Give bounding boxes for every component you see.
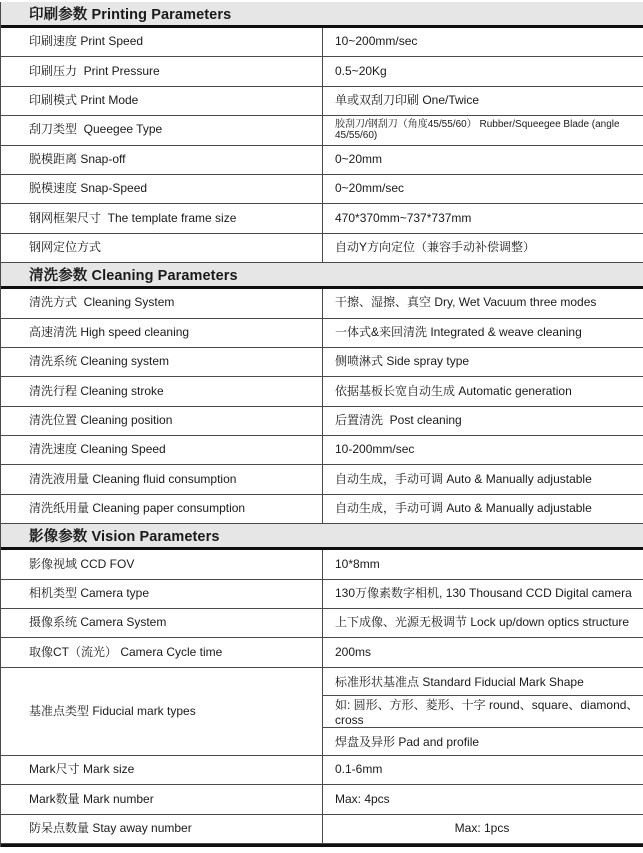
spec-row-cleaning-system bbox=[1, 348, 643, 377]
spec-row-cleaning-fluid bbox=[1, 465, 643, 494]
spec-row-stencil-positioning bbox=[1, 234, 643, 263]
spec-row-frame-size bbox=[1, 204, 643, 233]
spec-value: 标准形状基准点 Standard Fiducial Mark Shape bbox=[323, 668, 643, 696]
spec-row-cleaning-system-mode bbox=[1, 289, 643, 318]
spec-label: 印刷压力 Print Pressure bbox=[29, 63, 160, 78]
spec-label: 清洗系统 Cleaning system bbox=[29, 354, 170, 369]
spec-row-cleaning-stroke bbox=[1, 377, 643, 406]
spec-row-high-speed-cleaning bbox=[1, 319, 643, 348]
spec-value: 470*370mm~737*737mm bbox=[322, 204, 643, 232]
spec-label: 清洗位置 Cleaning position bbox=[29, 412, 173, 427]
spec-value: 自动生成，手动可调 Auto & Manually adjustable bbox=[322, 495, 643, 523]
spec-value: 如: 圆形、方形、菱形、十字 round、square、diamond、cross bbox=[323, 696, 643, 728]
spec-label: Mark数量 Mark number bbox=[29, 791, 154, 806]
spec-value: 10~200mm/sec bbox=[322, 28, 643, 56]
spec-value: 10-200mm/sec bbox=[322, 436, 643, 464]
spec-label: 清洗方式 Cleaning System bbox=[29, 295, 175, 310]
spec-label: 脱模速度 Snap-Speed bbox=[29, 181, 148, 196]
spec-label: 摄像系统 Camera System bbox=[29, 615, 167, 630]
spec-label: 清洗速度 Cleaning Speed bbox=[29, 442, 166, 457]
spec-row-cleaning-position bbox=[1, 407, 643, 436]
spec-value: 上下成像、光源无极调节 Lock up/down optics structure bbox=[322, 609, 643, 637]
spec-value: 单或双刮刀印刷 One/Twice bbox=[322, 87, 643, 115]
spec-value: 焊盘及异形 Pad and profile bbox=[335, 734, 480, 749]
spec-value: Max: 4pcs bbox=[322, 785, 643, 813]
spec-value: 后置清洗 Post cleaning bbox=[322, 407, 643, 435]
spec-label: 取像CT（流光） Camera Cycle time bbox=[29, 644, 223, 659]
spec-value: 干擦、湿擦、真空 Dry, Wet Vacuum three modes bbox=[322, 289, 643, 317]
spec-value: 自动Y方向定位（兼容手动补偿调整） bbox=[322, 234, 643, 262]
section-header-cleaning bbox=[1, 263, 643, 289]
spec-label: Mark尺寸 Mark size bbox=[29, 762, 135, 777]
spec-row-fiducial-mark-types bbox=[1, 668, 643, 756]
spec-value: 0~20mm bbox=[322, 146, 643, 174]
spec-row-snap-speed bbox=[1, 175, 643, 204]
spec-row-print-pressure bbox=[1, 57, 643, 86]
spec-value: 130万像素数字相机, 130 Thousand CCD Digital camera bbox=[322, 580, 643, 608]
spec-label: 钢网定位方式 bbox=[29, 240, 102, 255]
spec-row-mark-size bbox=[1, 756, 643, 785]
spec-label: 刮刀类型 Queegee Type bbox=[29, 122, 163, 137]
spec-value: 200ms bbox=[322, 638, 643, 666]
spec-value: 0~20mm/sec bbox=[322, 175, 643, 203]
section-header-printing bbox=[1, 2, 643, 28]
spec-label: 印刷模式 Print Mode bbox=[29, 93, 139, 108]
spec-label: 防呆点数量 Stay away number bbox=[29, 821, 192, 836]
spec-row-cleaning-speed bbox=[1, 436, 643, 465]
spec-value: 10*8mm bbox=[322, 550, 643, 578]
spec-sheet bbox=[0, 2, 643, 847]
spec-label: 影像视域 CCD FOV bbox=[29, 556, 135, 571]
spec-label: 印刷速度 Print Speed bbox=[29, 34, 144, 49]
spec-value: 一体式&来回清洗 Integrated & weave cleaning bbox=[322, 319, 643, 347]
spec-label: 清洗液用量 Cleaning fluid consumption bbox=[29, 471, 237, 486]
spec-value: 依据基板长宽自动生成 Automatic generation bbox=[322, 377, 643, 405]
spec-row-print-speed bbox=[1, 28, 643, 57]
spec-value: 0.5~20Kg bbox=[322, 57, 643, 85]
spec-label: 钢网框架尺寸 The template frame size bbox=[29, 210, 237, 225]
spec-label: 清洗行程 Cleaning stroke bbox=[29, 383, 164, 398]
spec-row-snap-off bbox=[1, 146, 643, 175]
table-bottom-border bbox=[1, 844, 643, 847]
spec-row-mark-number bbox=[1, 785, 643, 814]
fiducial-mark-values bbox=[322, 668, 643, 755]
section-title: 影像参数 Vision Parameters bbox=[29, 529, 220, 546]
spec-value: 自动生成，手动可调 Auto & Manually adjustable bbox=[322, 465, 643, 493]
spec-row-camera-cycle-time bbox=[1, 638, 643, 667]
spec-row-cleaning-paper bbox=[1, 495, 643, 524]
spec-row-squeegee-type bbox=[1, 116, 643, 145]
spec-value: Max: 1pcs bbox=[322, 815, 643, 843]
section-title: 清洗参数 Cleaning Parameters bbox=[29, 268, 238, 285]
spec-row-camera-type bbox=[1, 580, 643, 609]
spec-value: 0.1-6mm bbox=[322, 756, 643, 784]
spec-value: 侧喷淋式 Side spray type bbox=[322, 348, 643, 376]
section-header-vision bbox=[1, 524, 643, 550]
spec-value: 胶刮刀/钢刮刀（角度45/55/60） Rubber/Squeegee Blade (angle 45/55/60) bbox=[322, 116, 643, 144]
spec-label: 相机类型 Camera type bbox=[29, 585, 150, 600]
spec-row-stay-away-number bbox=[1, 815, 643, 844]
spec-label: 高速清洗 High speed cleaning bbox=[29, 324, 190, 339]
spec-row-camera-system bbox=[1, 609, 643, 638]
spec-row-ccd-fov bbox=[1, 550, 643, 579]
spec-label: 脱模距离 Snap-off bbox=[29, 151, 126, 166]
spec-row-print-mode bbox=[1, 87, 643, 116]
spec-label: 基准点类型 Fiducial mark types bbox=[29, 703, 196, 718]
section-title: 印刷参数 Printing Parameters bbox=[29, 7, 232, 23]
spec-label: 清洗纸用量 Cleaning paper consumption bbox=[29, 501, 246, 516]
